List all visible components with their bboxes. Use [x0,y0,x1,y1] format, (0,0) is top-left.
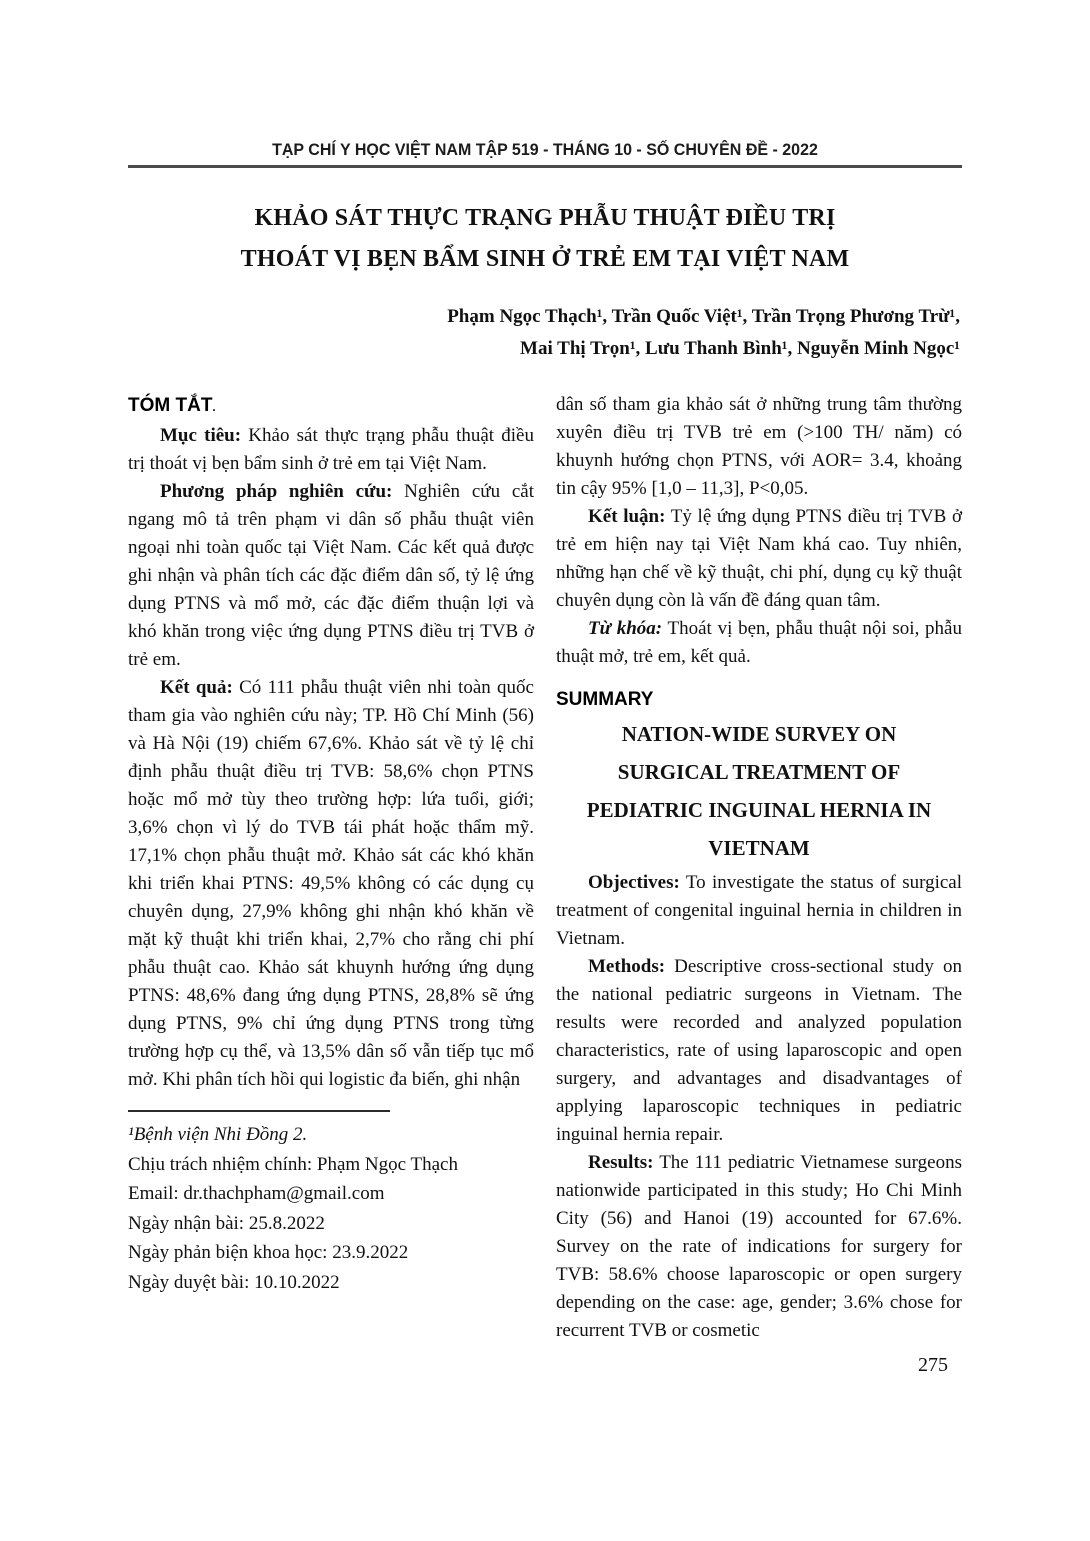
summary-objectives-text: To investigate the status of surgical treatment of congenital inguinal hernia in children in Vietnam. [556,872,962,949]
keywords-label: Từ khóa: [588,618,663,639]
summary-results-text: The 111 pediatric Vietnamese surgeons nationwide participated in this study; Ho Chi Minh City (56) and Hanoi (19) accounted for 67.6%. Survey on the rate of indications for surgery for TVB: 58.6% choose laparoscopic or open surgery depending on the case: age, gender; 3.6% chose for recurrent TVB or cosmetic [556,1152,962,1341]
objective-label: Mục tiêu: [160,425,242,446]
abstract-heading-dot: . [212,400,216,414]
english-title-line-3: PEDIATRIC INGUINAL HERNIA IN [586,798,932,822]
author-line-1: Phạm Ngọc Thạch¹, Trần Quốc Việt¹, Trần Trọng Phương Trừ¹, [447,306,960,327]
footnote-rule [128,1110,390,1112]
footnote-received-date: Ngày nhận bài: 25.8.2022 [128,1212,325,1234]
abstract-heading-text: TÓM TẮT [128,395,213,416]
abstract-results-continuation: dân số tham gia khảo sát ở những trung tâm thường xuyên điều trị TVB trẻ em (>100 TH/ năm) có khuynh hướng chọn PTNS, với AOR= 3.4, khoảng tin cậy 95% [1,0 – 11,3], P<0,05. [556,394,962,499]
english-title-line-2: SURGICAL TREATMENT OF [617,760,901,784]
methods-label: Phương pháp nghiên cứu: [160,481,393,502]
footnote-email: Email: dr.thachpham@gmail.com [128,1183,385,1204]
footnote-accepted-date: Ngày duyệt bài: 10.10.2022 [128,1271,340,1293]
abstract-objective-paragraph [128,422,534,478]
english-title-line-4: VIETNAM [708,836,810,860]
results-text: Có 111 phẫu thuật viên nhi toàn quốc tham gia vào nghiên cứu này; TP. Hồ Chí Minh (56) và Hà Nội (19) chiếm 67,6%. Khảo sát về tỷ lệ chỉ định phẫu thuật điều trị TVB: 58,6% chọn PTNS hoặc mổ mở tùy theo trường hợp: lứa tuổi, giới; 3,6% chọn vì lý do TVB tái phát hoặc thẩm mỹ. 17,1% chọn phẫu thuật mở. Khảo sát các khó khăn khi triển khai PTNS: 49,5% không có các dụng cụ chuyên dụng, 27,9% không ghi nhận khó khăn về mặt kỹ thuật khi triển khai, 2,7% cho rằng chi phí phẫu thuật cao. Khảo sát khuynh hướng ứng dụng PTNS: 48,6% đang ứng dụng PTNS, 28,8% sẽ ứng dụng PTNS, 9% chỉ ứng dụng PTNS trong từng trường hợp cụ thể, và 13,5% dân số vẫn tiếp tục mổ mở. Khi phân tích hồi qui logistic đa biến, ghi nhận [128,677,534,1090]
author-line-2: Mai Thị Trọn¹, Lưu Thanh Bình¹, Nguyễn Minh Ngọc¹ [520,338,960,359]
article-title-line-2: THOÁT VỊ BẸN BẨM SINH Ở TRẺ EM TẠI VIỆT NAM [240,246,850,272]
abstract-conclusion-paragraph [556,503,962,615]
results-label: Kết quả: [160,677,233,698]
objective-text: Khảo sát thực trạng phẫu thuật điều trị thoát vị bẹn bẩm sinh ở trẻ em tại Việt Nam. [128,425,534,474]
summary-methods-paragraph [556,953,962,1149]
footnote-affiliation: ¹Bệnh viện Nhi Đồng 2. [128,1124,308,1145]
keywords-text: Thoát vị bẹn, phẫu thuật nội soi, phẫu thuật mở, trẻ em, kết quả. [556,618,962,667]
abstract-heading [128,391,534,422]
journal-header: TẠP CHÍ Y HỌC VIỆT NAM TẬP 519 - THÁNG 10 - SỐ CHUYÊN ĐỀ - 2022 [272,141,818,159]
article-title-line-1: KHẢO SÁT THỰC TRẠNG PHẪU THUẬT ĐIỀU TRỊ [254,205,836,231]
methods-text: Nghiên cứu cắt ngang mô tả trên phạm vi dân số phẫu thuật viên ngoại nhi toàn quốc tại Việt Nam. Các kết quả được ghi nhận và phân tích các đặc điểm dân số, tỷ lệ ứng dụng PTNS và mổ mở, các đặc điểm thuận lợi và khó khăn trong việc ứng dụng PTNS điều trị TVB ở trẻ em. [128,481,534,670]
summary-results-paragraph [556,1149,962,1345]
right-column [556,391,962,1345]
footnote-block [128,1110,534,1297]
english-title [556,715,962,867]
footnote-review-date: Ngày phản biện khoa học: 23.9.2022 [128,1242,409,1263]
abstract-methods-paragraph [128,478,534,674]
summary-methods-label: Methods: [588,956,666,977]
summary-objectives-paragraph [556,869,962,953]
keywords-paragraph [556,615,962,671]
conclusion-label: Kết luận: [588,506,666,527]
conclusion-text: Tỷ lệ ứng dụng PTNS điều trị TVB ở trẻ em hiện nay tại Việt Nam khá cao. Tuy nhiên, những hạn chế về kỹ thuật, chi phí, dụng cụ kỹ thuật chuyên dụng còn là vấn đề đáng quan tâm. [556,506,962,611]
page-number: 275 [918,1354,948,1376]
english-title-line-1: NATION-WIDE SURVEY ON [621,722,897,746]
article-title [128,198,962,280]
page-content [128,190,962,1345]
left-column [128,391,534,1345]
two-column-body [128,391,962,1345]
author-list [128,301,962,365]
summary-results-label: Results: [588,1152,654,1173]
summary-methods-text: Descriptive cross-sectional study on the national pediatric surgeons in Vietnam. The results were recorded and analyzed population characteristics, rate of using laparoscopic and open surgery, and advantages and disadvantages of applying laparoscopic techniques in pediatric inguinal hernia repair. [556,956,962,1145]
abstract-results-paragraph [128,674,534,1094]
footnote-responsible: Chịu trách nhiệm chính: Phạm Ngọc Thạch [128,1153,458,1175]
summary-objectives-label: Objectives: [588,872,680,893]
header-rule [128,165,962,168]
summary-heading: SUMMARY [556,689,654,710]
